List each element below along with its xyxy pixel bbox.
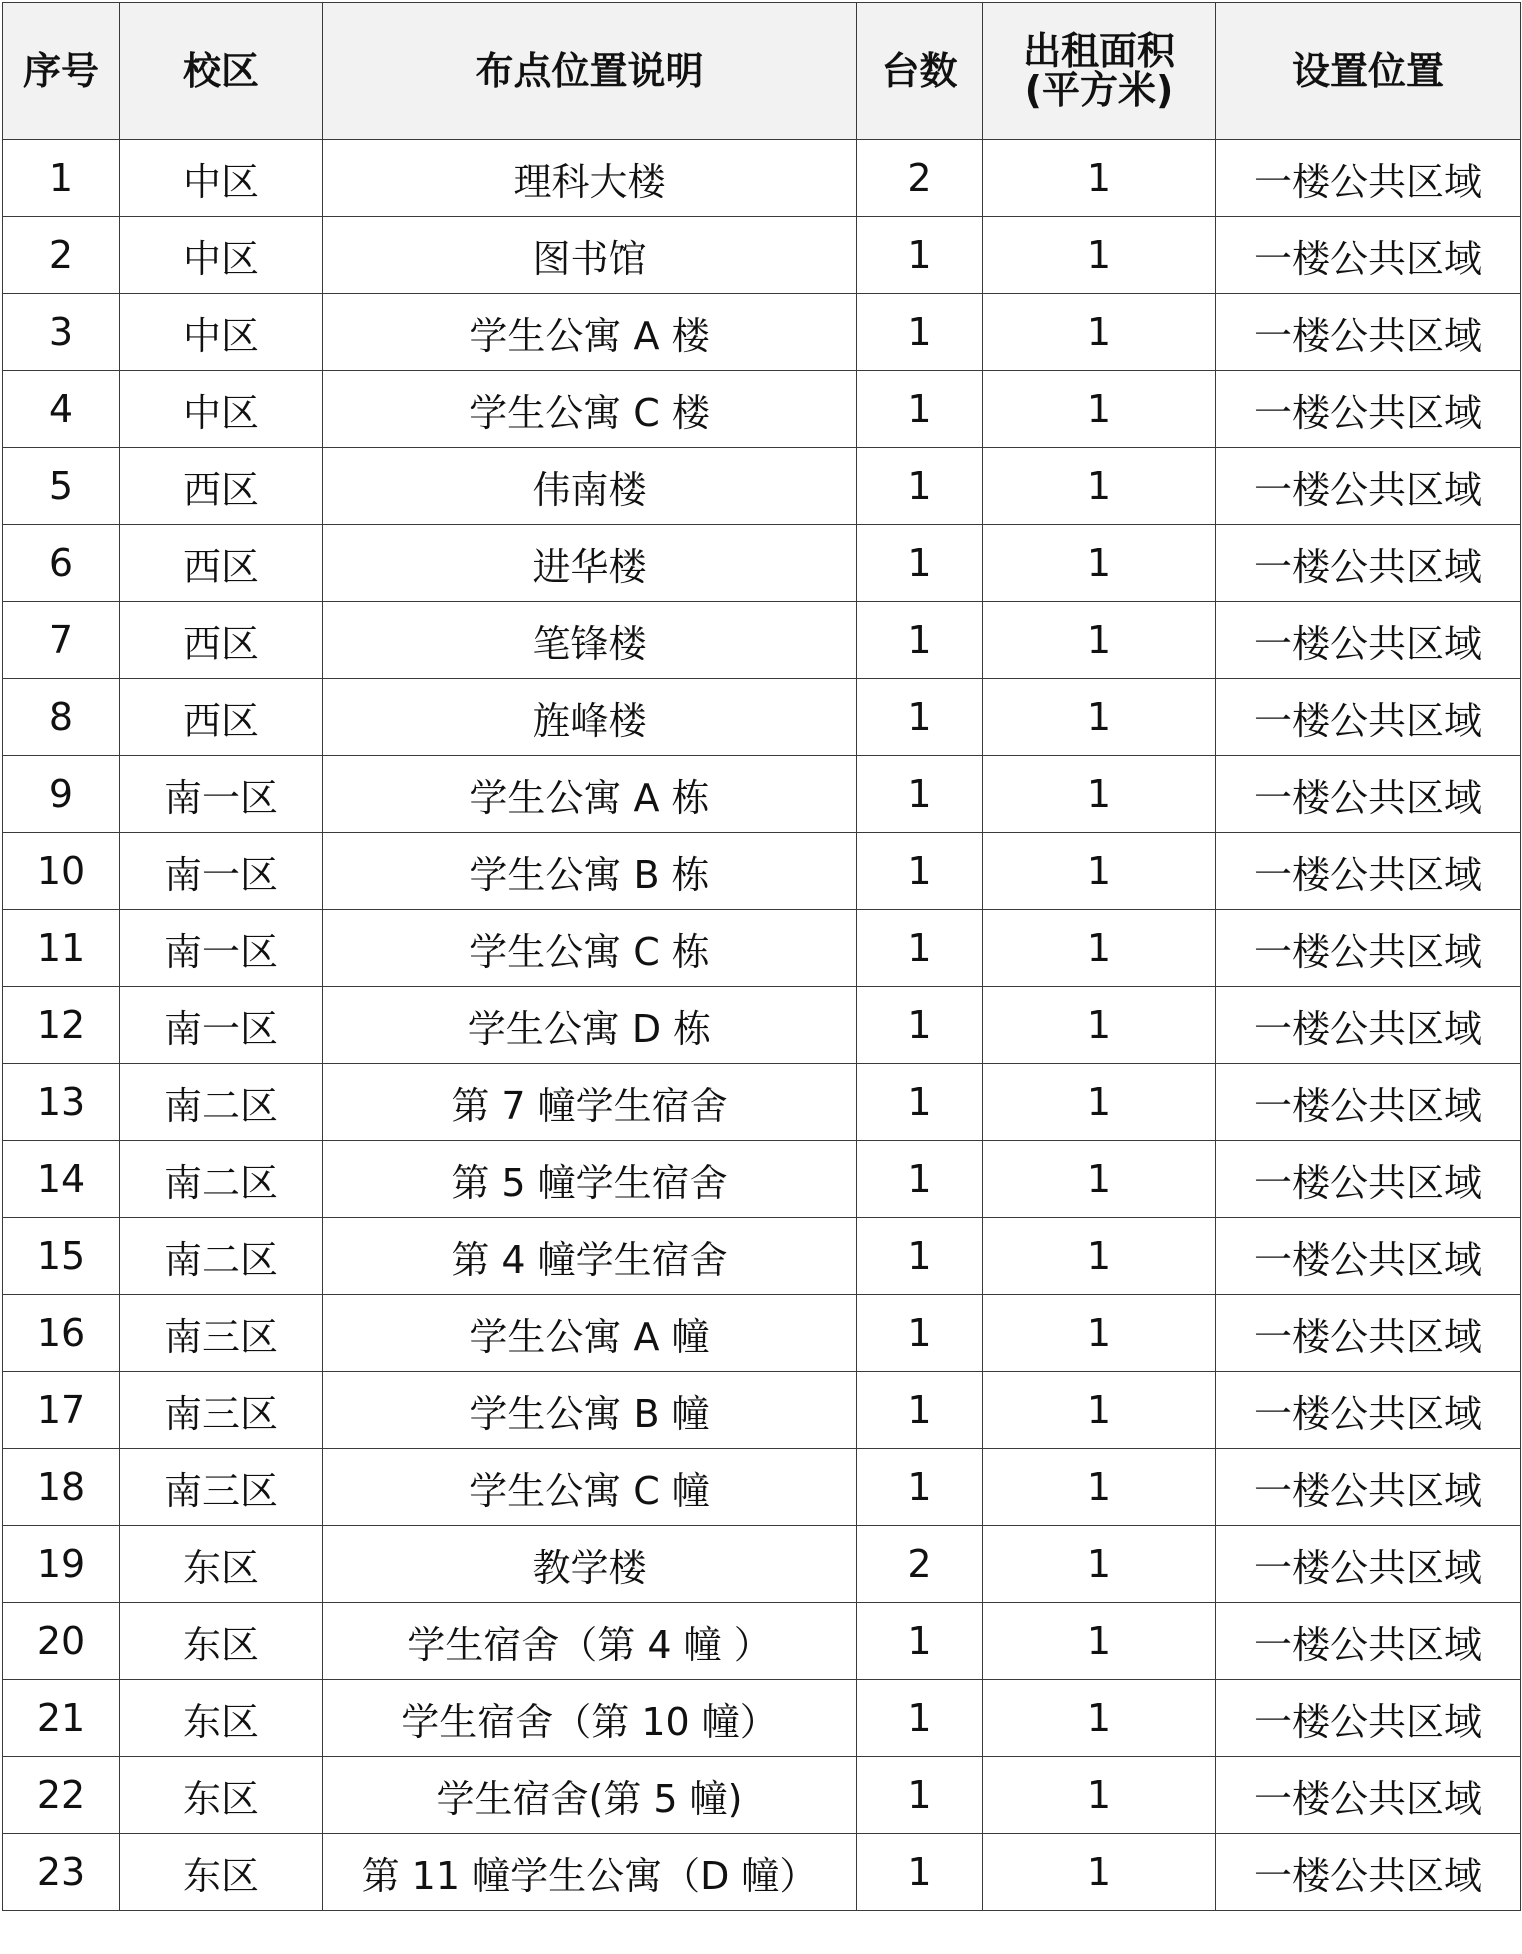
cell-campus: 南一区: [120, 833, 323, 910]
cell-index: 8: [3, 679, 120, 756]
cell-units: 1: [857, 1680, 983, 1757]
table-row: [3, 1603, 1521, 1680]
cell-location: 学生公寓 A 幢: [323, 1295, 857, 1372]
table-row: [3, 140, 1521, 217]
cell-position: 一楼公共区域: [1216, 1372, 1521, 1449]
cell-area: 1: [983, 294, 1216, 371]
cell-index: 11: [3, 910, 120, 987]
cell-units: 1: [857, 1295, 983, 1372]
table-row: [3, 217, 1521, 294]
cell-area: 1: [983, 1064, 1216, 1141]
cell-position: 一楼公共区域: [1216, 1449, 1521, 1526]
cell-position: 一楼公共区域: [1216, 1218, 1521, 1295]
table-header: [3, 3, 1521, 140]
cell-campus: 南一区: [120, 987, 323, 1064]
cell-campus: 南三区: [120, 1372, 323, 1449]
cell-area: 1: [983, 217, 1216, 294]
cell-campus: 西区: [120, 525, 323, 602]
cell-area: 1: [983, 1834, 1216, 1911]
cell-location: 学生公寓 A 楼: [323, 294, 857, 371]
cell-index: 20: [3, 1603, 120, 1680]
header-area-text: [1022, 29, 1175, 112]
cell-units: 1: [857, 679, 983, 756]
cell-index: 6: [3, 525, 120, 602]
cell-position: 一楼公共区域: [1216, 217, 1521, 294]
cell-campus: 东区: [120, 1834, 323, 1911]
cell-units: 1: [857, 756, 983, 833]
cell-index: 15: [3, 1218, 120, 1295]
header-area-line1: 出租面积: [1022, 29, 1175, 74]
cell-position: 一楼公共区域: [1216, 371, 1521, 448]
header-area: [983, 3, 1216, 140]
header-row: [3, 3, 1521, 140]
cell-area: 1: [983, 1603, 1216, 1680]
header-location: 布点位置说明: [323, 3, 857, 140]
cell-campus: 南二区: [120, 1141, 323, 1218]
cell-position: 一楼公共区域: [1216, 140, 1521, 217]
cell-location: 学生宿舍（第 4 幢 ）: [323, 1603, 857, 1680]
table-row: [3, 1372, 1521, 1449]
cell-index: 10: [3, 833, 120, 910]
cell-campus: 南二区: [120, 1064, 323, 1141]
table-row: [3, 371, 1521, 448]
table-row: [3, 1680, 1521, 1757]
cell-position: 一楼公共区域: [1216, 1295, 1521, 1372]
cell-area: 1: [983, 602, 1216, 679]
cell-index: 2: [3, 217, 120, 294]
cell-index: 4: [3, 371, 120, 448]
cell-location: 理科大楼: [323, 140, 857, 217]
cell-position: 一楼公共区域: [1216, 294, 1521, 371]
cell-location: 学生公寓 C 栋: [323, 910, 857, 987]
header-area-line2: (平方米): [1024, 68, 1174, 112]
cell-index: 14: [3, 1141, 120, 1218]
cell-index: 21: [3, 1680, 120, 1757]
cell-index: 19: [3, 1526, 120, 1603]
cell-location: 进华楼: [323, 525, 857, 602]
table-row: [3, 294, 1521, 371]
cell-position: 一楼公共区域: [1216, 1757, 1521, 1834]
cell-area: 1: [983, 1218, 1216, 1295]
cell-units: 1: [857, 1757, 983, 1834]
table-row: [3, 1064, 1521, 1141]
cell-index: 17: [3, 1372, 120, 1449]
header-campus: 校区: [120, 3, 323, 140]
cell-index: 16: [3, 1295, 120, 1372]
cell-position: 一楼公共区域: [1216, 525, 1521, 602]
cell-area: 1: [983, 371, 1216, 448]
cell-area: 1: [983, 1757, 1216, 1834]
cell-index: 1: [3, 140, 120, 217]
cell-campus: 南三区: [120, 1449, 323, 1526]
cell-position: 一楼公共区域: [1216, 448, 1521, 525]
cell-units: 1: [857, 448, 983, 525]
cell-position: 一楼公共区域: [1216, 987, 1521, 1064]
cell-position: 一楼公共区域: [1216, 1834, 1521, 1911]
cell-location: 旌峰楼: [323, 679, 857, 756]
header-index: 序号: [3, 3, 120, 140]
cell-index: 3: [3, 294, 120, 371]
cell-area: 1: [983, 756, 1216, 833]
cell-index: 7: [3, 602, 120, 679]
cell-area: 1: [983, 1372, 1216, 1449]
cell-area: 1: [983, 910, 1216, 987]
cell-campus: 南一区: [120, 910, 323, 987]
table-row: [3, 525, 1521, 602]
cell-campus: 东区: [120, 1526, 323, 1603]
cell-units: 1: [857, 217, 983, 294]
cell-units: 1: [857, 1449, 983, 1526]
cell-location: 学生宿舍(第 5 幢): [323, 1757, 857, 1834]
cell-position: 一楼公共区域: [1216, 1064, 1521, 1141]
cell-location: 第 11 幢学生公寓（D 幢）: [323, 1834, 857, 1911]
cell-units: 2: [857, 140, 983, 217]
cell-area: 1: [983, 679, 1216, 756]
cell-units: 1: [857, 371, 983, 448]
vending-locations-table-wrapper: [2, 2, 1521, 1911]
cell-location: 第 5 幢学生宿舍: [323, 1141, 857, 1218]
cell-location: 伟南楼: [323, 448, 857, 525]
cell-location: 学生宿舍（第 10 幢）: [323, 1680, 857, 1757]
cell-position: 一楼公共区域: [1216, 910, 1521, 987]
vending-locations-table: [2, 2, 1521, 1911]
cell-index: 12: [3, 987, 120, 1064]
cell-location: 学生公寓 B 栋: [323, 833, 857, 910]
cell-units: 1: [857, 602, 983, 679]
cell-position: 一楼公共区域: [1216, 679, 1521, 756]
cell-campus: 中区: [120, 294, 323, 371]
cell-location: 笔锋楼: [323, 602, 857, 679]
cell-units: 1: [857, 1372, 983, 1449]
cell-campus: 南一区: [120, 756, 323, 833]
header-position: 设置位置: [1216, 3, 1521, 140]
cell-area: 1: [983, 833, 1216, 910]
cell-index: 13: [3, 1064, 120, 1141]
cell-area: 1: [983, 1526, 1216, 1603]
cell-campus: 东区: [120, 1757, 323, 1834]
table-row: [3, 1834, 1521, 1911]
cell-campus: 中区: [120, 140, 323, 217]
cell-location: 第 4 幢学生宿舍: [323, 1218, 857, 1295]
cell-units: 1: [857, 1218, 983, 1295]
cell-position: 一楼公共区域: [1216, 756, 1521, 833]
cell-units: 1: [857, 1834, 983, 1911]
cell-area: 1: [983, 1141, 1216, 1218]
cell-area: 1: [983, 140, 1216, 217]
cell-location: 学生公寓 A 栋: [323, 756, 857, 833]
cell-index: 22: [3, 1757, 120, 1834]
cell-index: 23: [3, 1834, 120, 1911]
cell-area: 1: [983, 987, 1216, 1064]
table-row: [3, 1526, 1521, 1603]
cell-campus: 南二区: [120, 1218, 323, 1295]
table-body: [3, 140, 1521, 1911]
cell-campus: 中区: [120, 217, 323, 294]
cell-units: 1: [857, 1141, 983, 1218]
cell-campus: 西区: [120, 679, 323, 756]
cell-units: 1: [857, 987, 983, 1064]
header-units: 台数: [857, 3, 983, 140]
cell-units: 1: [857, 1603, 983, 1680]
cell-area: 1: [983, 448, 1216, 525]
cell-position: 一楼公共区域: [1216, 1141, 1521, 1218]
table-row: [3, 602, 1521, 679]
cell-campus: 东区: [120, 1680, 323, 1757]
table-row: [3, 679, 1521, 756]
table-row: [3, 833, 1521, 910]
cell-campus: 中区: [120, 371, 323, 448]
cell-location: 学生公寓 B 幢: [323, 1372, 857, 1449]
cell-position: 一楼公共区域: [1216, 1680, 1521, 1757]
cell-location: 学生公寓 D 栋: [323, 987, 857, 1064]
cell-location: 图书馆: [323, 217, 857, 294]
cell-location: 教学楼: [323, 1526, 857, 1603]
cell-location: 学生公寓 C 楼: [323, 371, 857, 448]
cell-location: 学生公寓 C 幢: [323, 1449, 857, 1526]
cell-units: 1: [857, 294, 983, 371]
table-row: [3, 756, 1521, 833]
cell-location: 第 7 幢学生宿舍: [323, 1064, 857, 1141]
cell-area: 1: [983, 1295, 1216, 1372]
cell-units: 1: [857, 525, 983, 602]
cell-units: 2: [857, 1526, 983, 1603]
cell-campus: 西区: [120, 448, 323, 525]
table-row: [3, 1757, 1521, 1834]
table-row: [3, 1141, 1521, 1218]
cell-index: 9: [3, 756, 120, 833]
cell-campus: 东区: [120, 1603, 323, 1680]
cell-area: 1: [983, 1449, 1216, 1526]
cell-area: 1: [983, 1680, 1216, 1757]
table-row: [3, 1218, 1521, 1295]
cell-position: 一楼公共区域: [1216, 1603, 1521, 1680]
cell-position: 一楼公共区域: [1216, 602, 1521, 679]
cell-units: 1: [857, 833, 983, 910]
cell-units: 1: [857, 910, 983, 987]
table-row: [3, 910, 1521, 987]
table-row: [3, 987, 1521, 1064]
cell-position: 一楼公共区域: [1216, 1526, 1521, 1603]
table-row: [3, 1295, 1521, 1372]
table-row: [3, 448, 1521, 525]
cell-index: 18: [3, 1449, 120, 1526]
cell-campus: 西区: [120, 602, 323, 679]
cell-area: 1: [983, 525, 1216, 602]
cell-units: 1: [857, 1064, 983, 1141]
cell-position: 一楼公共区域: [1216, 833, 1521, 910]
table-row: [3, 1449, 1521, 1526]
cell-index: 5: [3, 448, 120, 525]
cell-campus: 南三区: [120, 1295, 323, 1372]
